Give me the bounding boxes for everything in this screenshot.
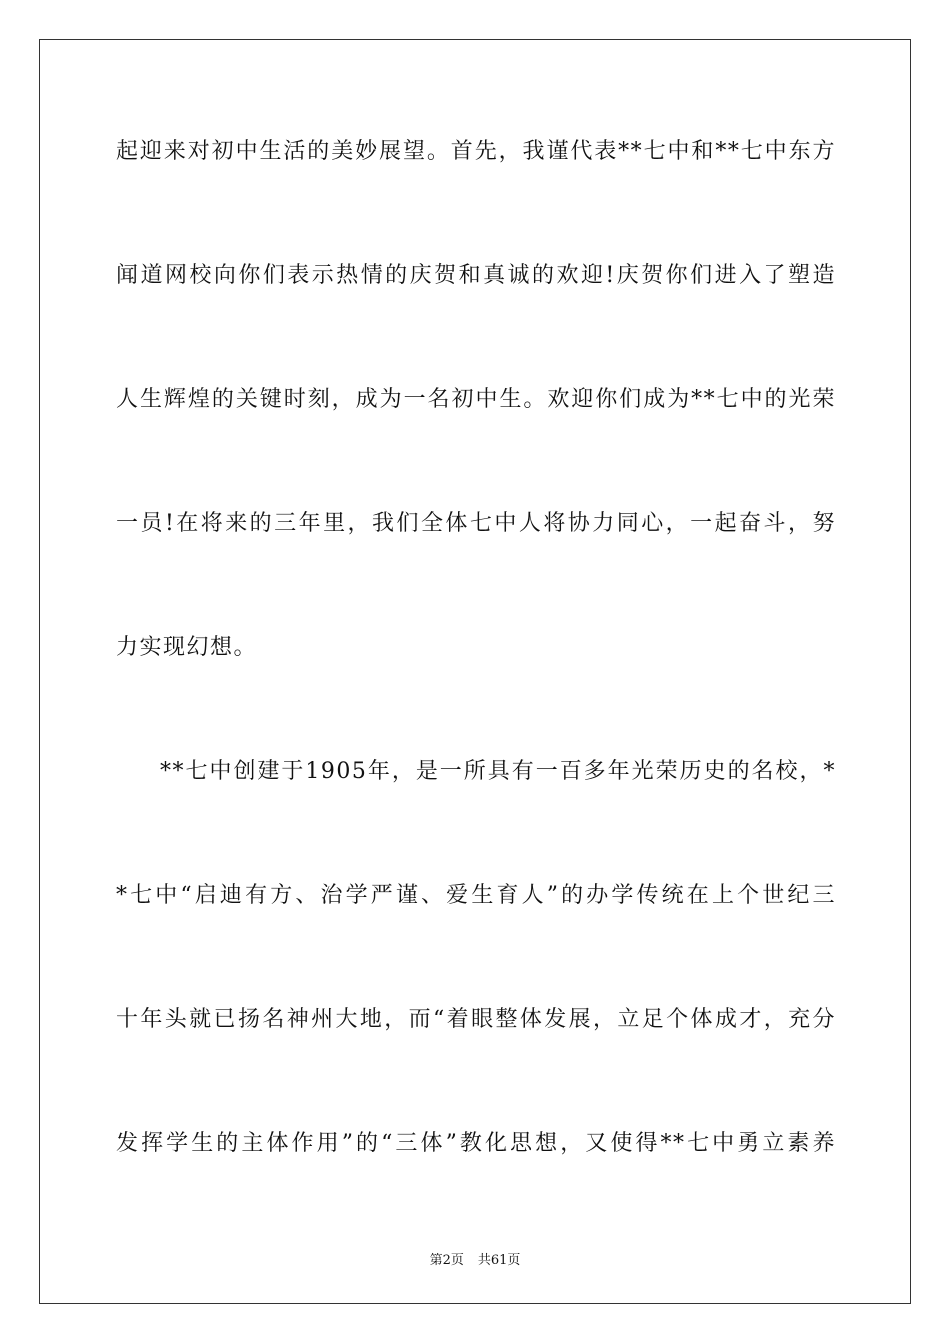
body-line-2: 闻道网校向你们表示热情的庆贺和真诚的欢迎!庆贺你们进入了塑造 [116,263,836,288]
body-line-3: 人生辉煌的关键时刻，成为一名初中生。欢迎你们成为**七中的光荣 [116,387,836,412]
body-line-6: **七中创建于1905年，是一所具有一百多年光荣历史的名校，* [160,759,836,784]
body-line-4: 一员!在将来的三年里，我们全体七中人将协力同心，一起奋斗，努 [116,511,836,536]
page-border [39,39,911,1304]
body-line-7: *七中“启迪有方、治学严谨、爱生育人”的办学传统在上个世纪三 [116,883,836,908]
page-number: 第2页 [429,1253,464,1268]
page-footer [0,1249,950,1268]
body-line-9: 发挥学生的主体作用”的“三体”教化思想，又使得**七中勇立素养 [116,1131,836,1156]
body-line-5: 力实现幻想。 [116,635,258,660]
body-line-1: 起迎来对初中生活的美妙展望。首先，我谨代表**七中和**七中东方 [116,139,836,164]
body-line-8: 十年头就已扬名神州大地，而“着眼整体发展，立足个体成才，充分 [116,1007,836,1032]
total-pages: 共61页 [477,1253,521,1268]
